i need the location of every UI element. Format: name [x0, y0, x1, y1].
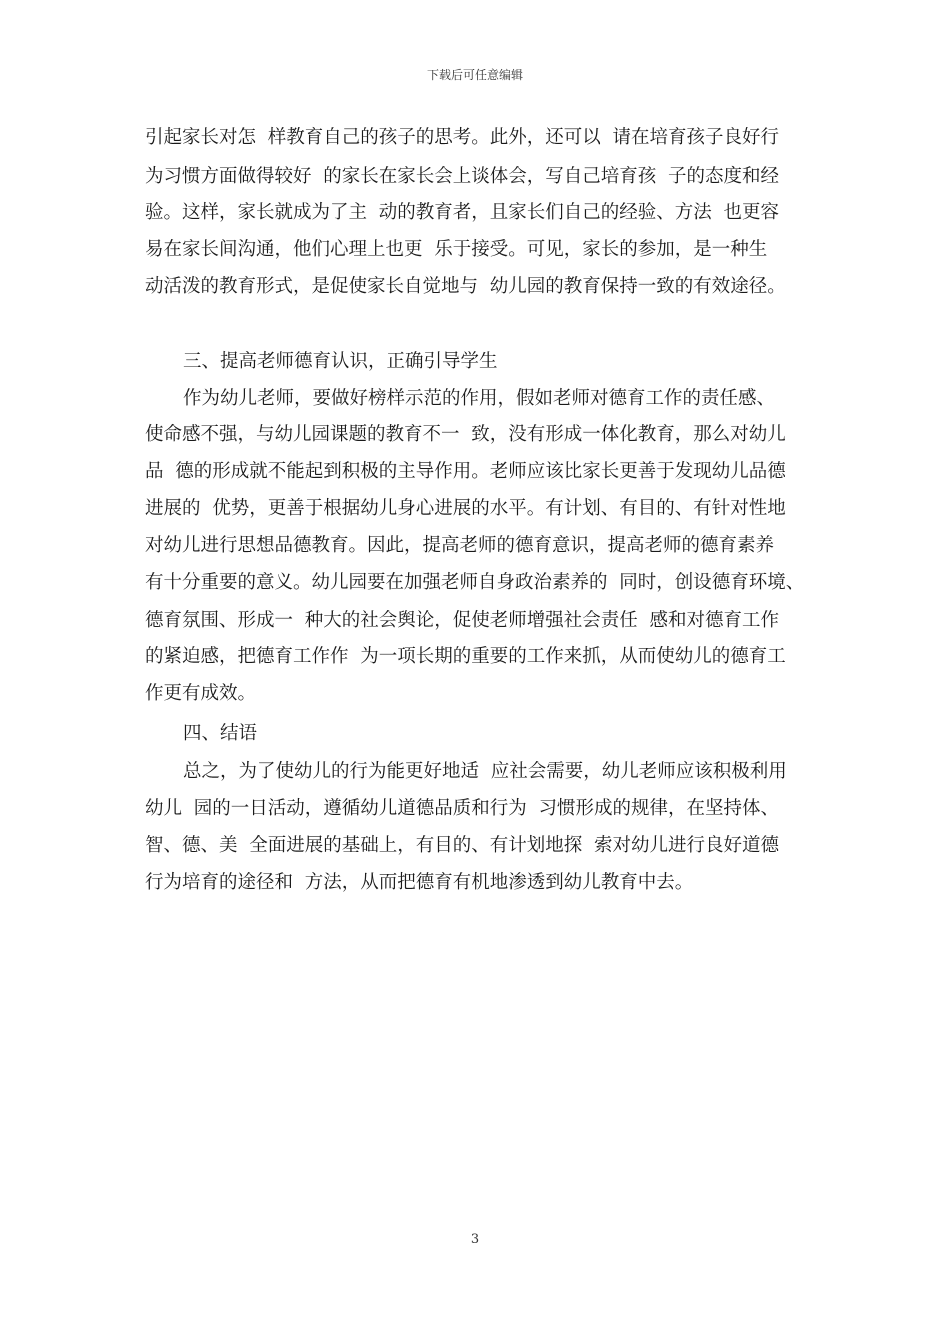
section-heading: 三、提高老师德育认识，正确引导学生 — [183, 351, 498, 372]
section-heading: 四、结语 — [183, 723, 258, 744]
body-text-line: 对幼儿进行思想品德教育。因此，提高老师的德育意识，提高老师的德育素养 — [145, 535, 775, 556]
body-text-line: 有十分重要的意义。幼儿园要在加强老师自身政治素养的 同时，创设德育环境、 — [145, 572, 805, 593]
body-text-line: 为习惯方面做得较好 的家长在家长会上谈体会，写自己培育孩 子的态度和经 — [145, 166, 780, 187]
body-text-line: 作更有成效。 — [145, 683, 257, 704]
body-text-line: 幼儿 园的一日活动，遵循幼儿道德品质和行为 习惯形成的规律，在坚持体、 — [145, 798, 780, 819]
body-text-line: 的紧迫感，把德育工作作 为一项长期的重要的工作来抓，从而使幼儿的德育工 — [145, 646, 786, 667]
body-text-line: 智、德、美 全面进展的基础上，有目的、有计划地探 索对幼儿进行良好道德 — [145, 835, 780, 856]
body-text-line: 作为幼儿老师，要做好榜样示范的作用，假如老师对德育工作的责任感、 — [183, 388, 776, 409]
page-number: 3 — [470, 1232, 480, 1247]
body-text-line: 进展的 优势，更善于根据幼儿身心进展的水平。有计划、有目的、有针对性地 — [145, 498, 786, 519]
body-text-line: 验。这样，家长就成为了主 动的教育者，且家长们自己的经验、方法 也更容 — [145, 202, 780, 223]
body-text-line: 易在家长间沟通，他们心理上也更 乐于接受。可见，家长的参加，是一种生 — [145, 239, 768, 260]
body-text-line: 总之，为了使幼儿的行为能更好地适 应社会需要，幼儿老师应该积极利用 — [183, 761, 787, 782]
body-text-line: 德育氛围、形成一 种大的社会舆论，促使老师增强社会责任 感和对德育工作 — [145, 610, 780, 631]
body-text-line: 引起家长对怎 样教育自己的孩子的思考。此外，还可以 请在培育孩子良好行 — [145, 127, 780, 148]
page-header: 下载后可任意编辑 — [426, 68, 523, 82]
body-text-line: 品 德的形成就不能起到积极的主导作用。老师应该比家长更善于发现幼儿品德 — [145, 461, 786, 482]
body-text-line: 使命感不强，与幼儿园课题的教育不一 致，没有形成一体化教育，那么对幼儿 — [145, 424, 786, 445]
body-text-line: 行为培育的途径和 方法，从而把德育有机地渗透到幼儿教育中去。 — [145, 872, 694, 893]
body-text-line: 动活泼的教育形式，是促使家长自觉地与 幼儿园的教育保持一致的有效途径。 — [145, 276, 786, 297]
